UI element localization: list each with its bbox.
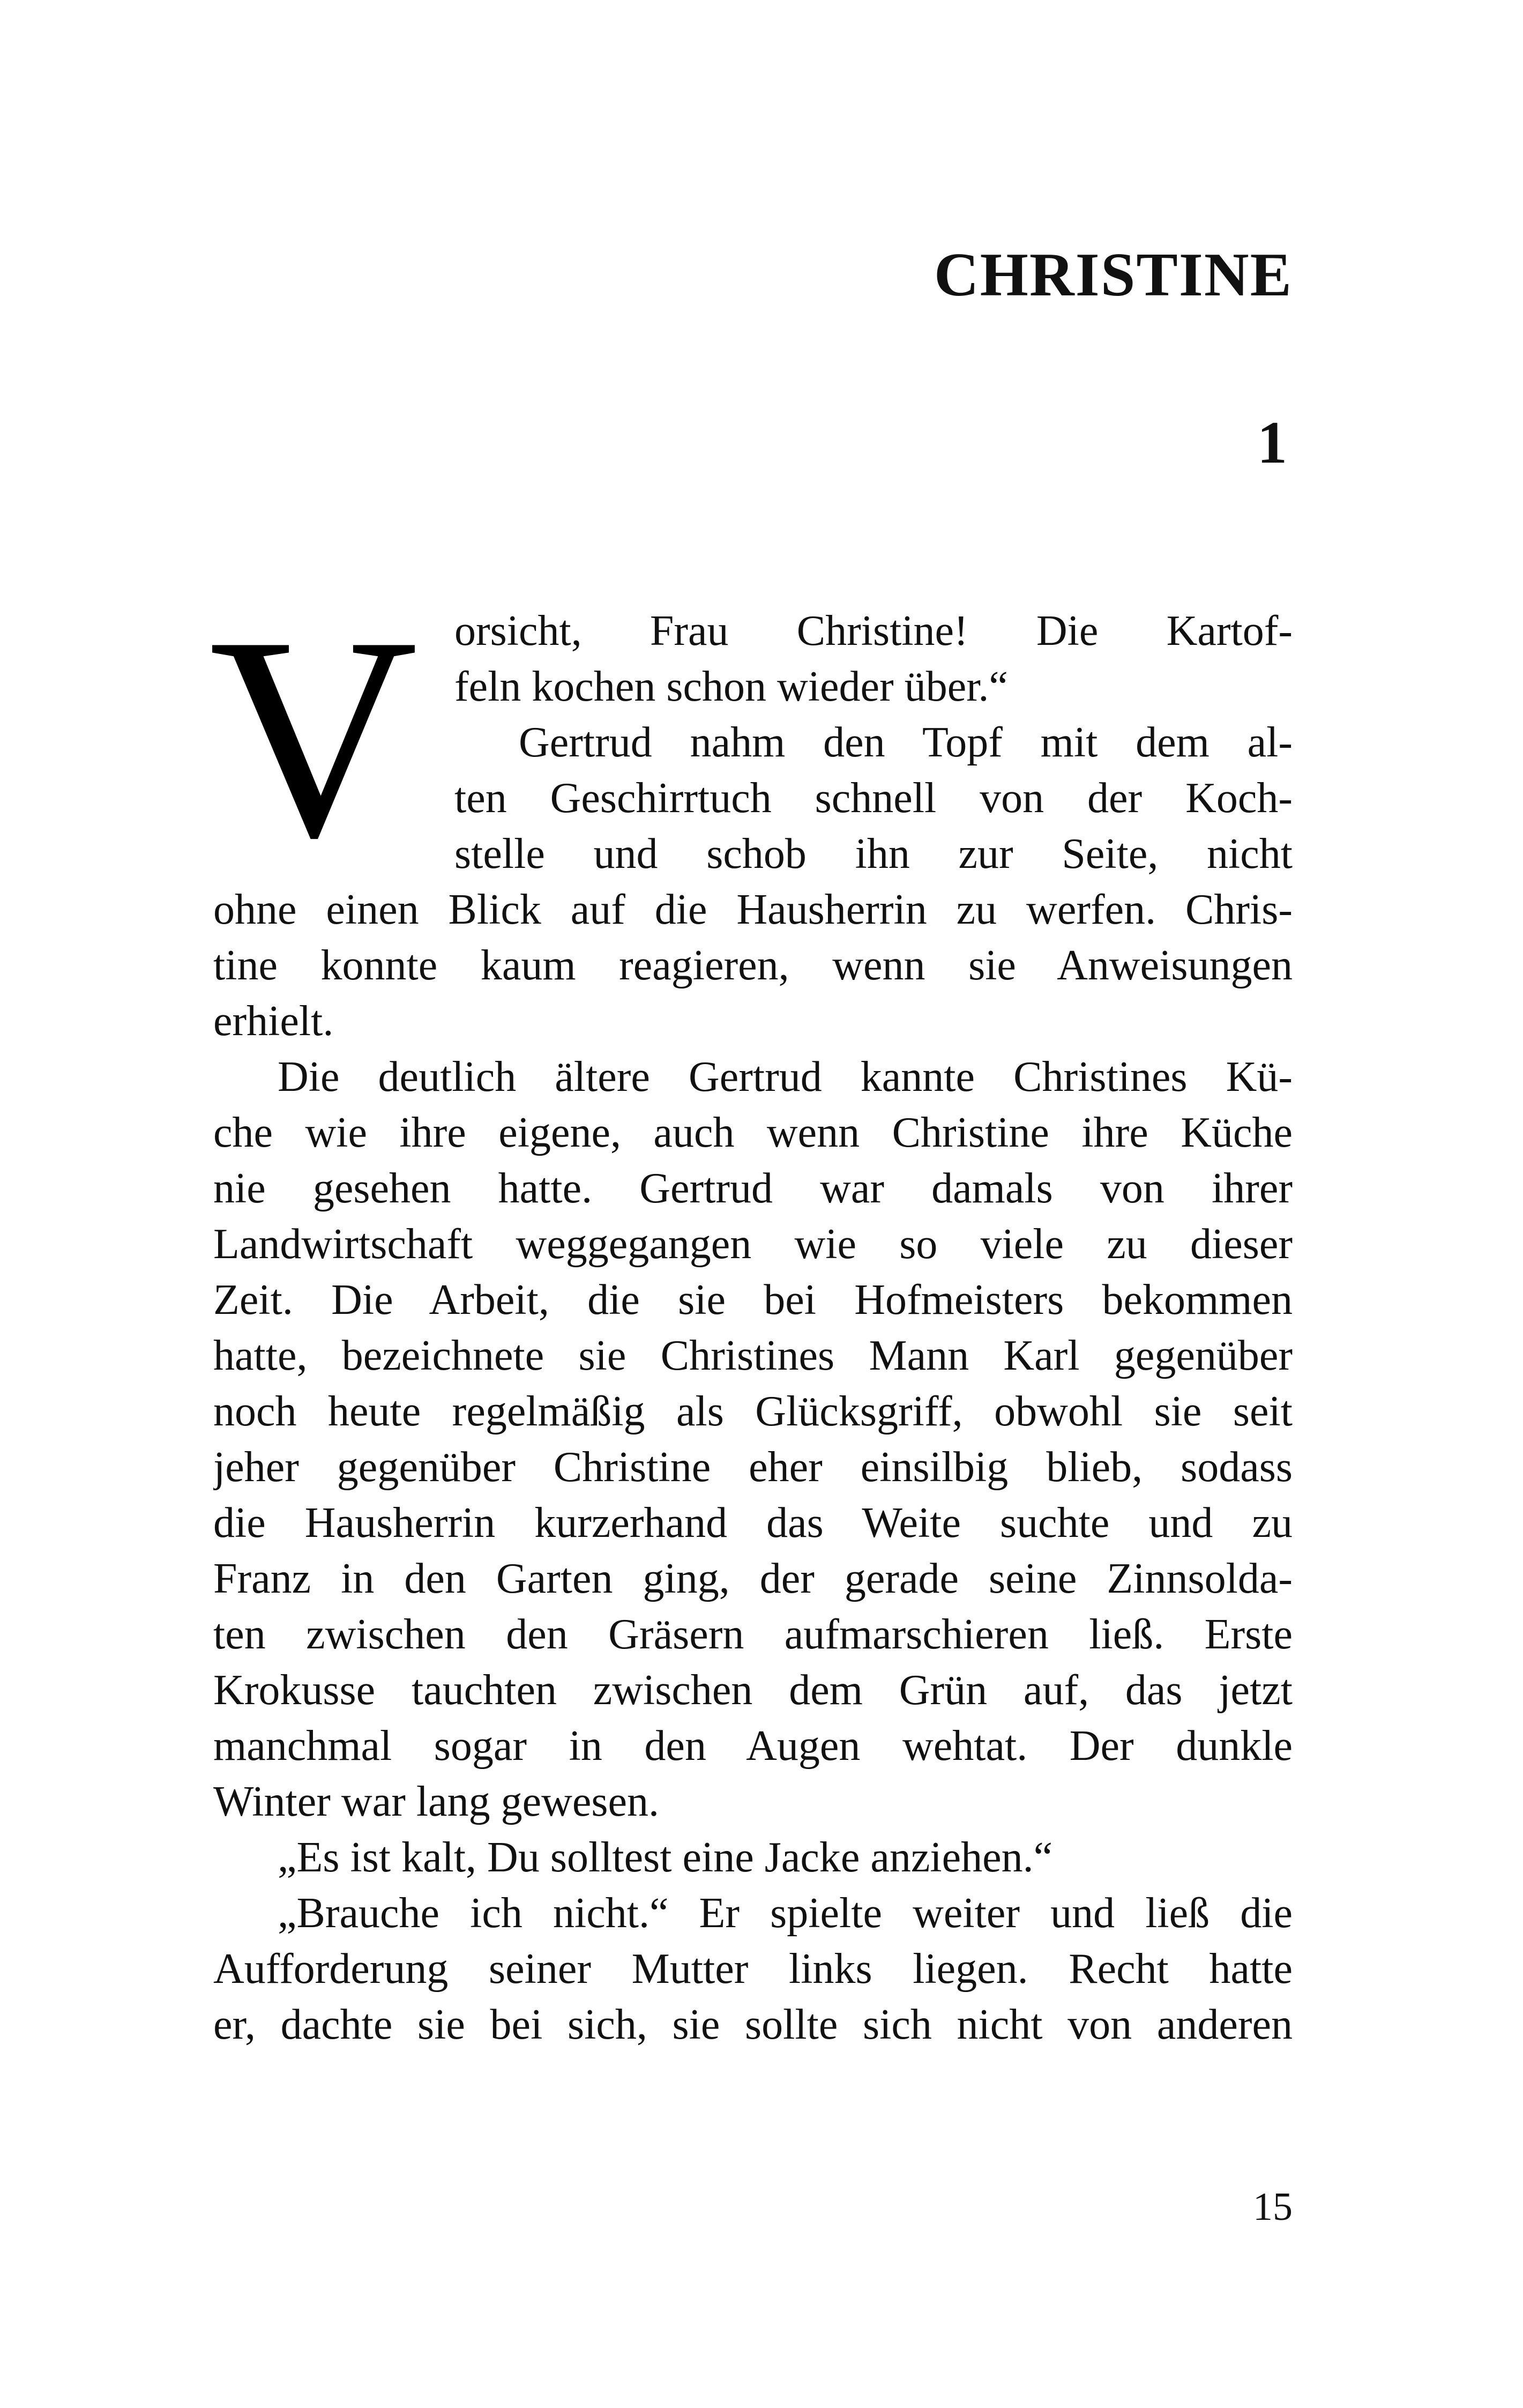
text-line: jeher gegenüber Christine eher einsilbig blieb, sodass xyxy=(213,1444,1293,1491)
text-line: feln kochen schon wieder über.“ xyxy=(454,663,1008,710)
text-line: Zeit. Die Arbeit, die sie bei Hofmeisters bekommen xyxy=(213,1276,1293,1324)
page-number: 15 xyxy=(1253,2185,1293,2229)
text-line: ten Geschirrtuch schnell von der Koch- xyxy=(454,775,1293,822)
text-line: Aufforderung seiner Mutter links liegen. Recht hatte xyxy=(213,1945,1293,1993)
text-line: Winter war lang gewesen. xyxy=(213,1778,659,1825)
text-line: die Hausherrin kurzerhand das Weite suchte und zu xyxy=(213,1499,1293,1547)
text-line: stelle und schob ihn zur Seite, nicht xyxy=(454,830,1293,878)
text-line: tine konnte kaum reagieren, wenn sie Anweisungen xyxy=(213,942,1293,989)
text-line: manchmal sogar in den Augen wehtat. Der dunkle xyxy=(213,1722,1293,1770)
text-line: noch heute regelmäßig als Glücksgriff, obwohl sie seit xyxy=(213,1388,1293,1435)
text-line: Krokusse tauchten zwischen dem Grün auf, das jetzt xyxy=(213,1667,1293,1714)
text-line: hatte, bezeichnete sie Christines Mann Karl gegenüber xyxy=(213,1332,1293,1379)
text-line: Franz in den Garten ging, der gerade seine Zinnsolda- xyxy=(213,1555,1293,1602)
text-line: Landwirtschaft weggegangen wie so viele zu dieser xyxy=(213,1221,1293,1268)
text-line: orsicht, Frau Christine! Die Kartof- xyxy=(454,607,1293,655)
text-line: „Es ist kalt, Du solltest eine Jacke anziehen.“ xyxy=(278,1834,1053,1881)
body-text xyxy=(213,603,1293,2053)
chapter-number: 1 xyxy=(1257,410,1287,476)
text-line: nie gesehen hatte. Gertrud war damals von ihrer xyxy=(213,1165,1293,1212)
text-line: ten zwischen den Gräsern aufmarschieren ließ. Erste xyxy=(213,1611,1293,1658)
text-line: Gertrud nahm den Topf mit dem al- xyxy=(519,719,1293,766)
text-line: ohne einen Blick auf die Hausherrin zu werfen. Chris- xyxy=(213,886,1293,933)
text-line: „Brauche ich nicht.“ Er spielte weiter und ließ die xyxy=(278,1890,1293,1937)
text-line: er, dachte sie bei sich, sie sollte sich nicht von anderen xyxy=(213,2001,1293,2048)
text-line: che wie ihre eigene, auch wenn Christine ihre Küche xyxy=(213,1109,1293,1156)
text-line: erhielt. xyxy=(213,998,334,1045)
drop-cap: V xyxy=(209,577,418,897)
chapter-title: CHRISTINE xyxy=(934,241,1293,309)
text-line: Die deutlich ältere Gertrud kannte Christines Kü- xyxy=(278,1053,1293,1101)
